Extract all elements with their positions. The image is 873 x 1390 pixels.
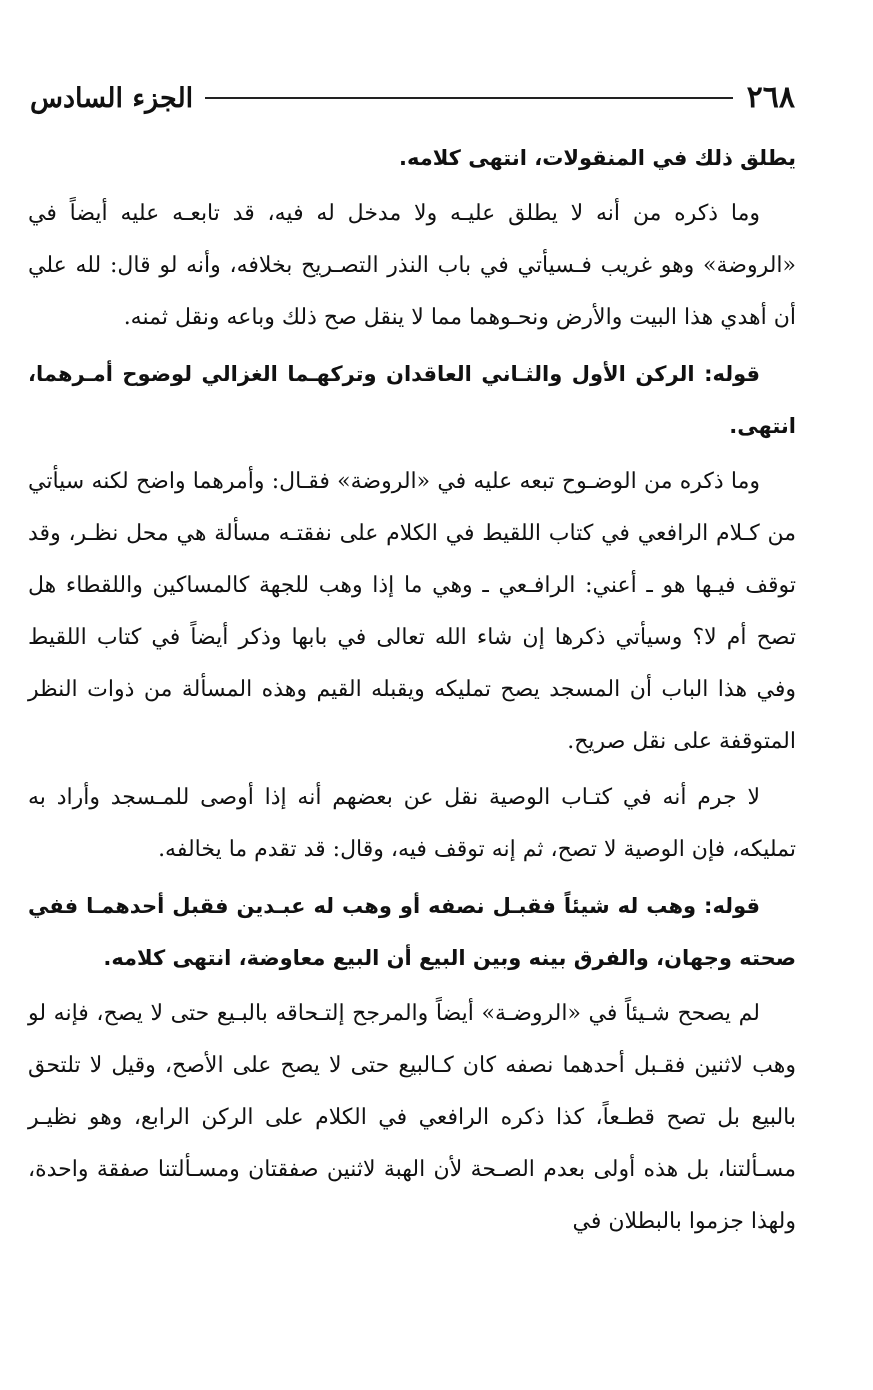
paragraph-4: وما ذكره من الوضـوح تبعه عليه في «الروضة» فقـال: وأمرهما واضح لكنه سيأتي من كـلام الرافعي في كتاب اللقيط في الكلام على نفقتـه مسألة هي محل نظـر، وقد توقف فيـها هو ـ أعني: الرافـعي ـ وهي ما إذا وهب للجهة كالمساكين واللقطاء هل تصح أم لا؟ وسيأتي ذكرها إن شاء الله تعالى في بابها وذكر أيضاً في كتاب اللقيط وفي هذا الباب أن المسجد يصح تمليكه ويقبله القيم وهذه المسألة من ذوات النظر المتوقفة على نقل صريح. — [28, 469, 796, 754]
page-header — [30, 74, 795, 122]
section-title: الجزء السادس — [30, 82, 194, 114]
paragraph-1: يطلق ذلك في المنقولات، انتهى كلامه. — [399, 146, 796, 170]
paragraph-5: لا جرم أنه في كتـاب الوصية نقل عن بعضهم أنه إذا أوصى للمـسجد وأراد به تمليكه، فإن الوصية لا تصح، ثم إنه توقف فيه، وقال: قد تقدم ما يخالفه. — [28, 785, 796, 862]
paragraph-7: لم يصحح شـيئاً في «الروضـة» أيضاً والمرجح إلتـحاقه بالبـيع حتى لا يصح، فإنه لو وهب لاثنين فقـبل أحدهما نصفه كان كـالبيع حتى لا يصح على الأصح، وقيل لا تلتحق بالبيع بل تصح قطـعاً، كذا ذكره الرافعي في الكلام على الركن الرابع، وهو نظيـر مسـألتنا، بل هذه أولى بعدم الصـحة لأن الهبة لاثنين صفقتان ومسـألتنا صفقة واحدة، ولهذا جزموا بالبطلان في — [28, 1001, 796, 1234]
body-text — [28, 132, 796, 1248]
paragraph-6: قوله: وهب له شيئاً فقبـل نصفه أو وهب له عبـدين فقبل أحدهمـا ففي صحته وجهان، والفرق بينه وبين البيع أن البيع معاوضة، انتهى كلامه. — [28, 894, 796, 970]
header-rule — [205, 97, 732, 99]
paragraph-2: وما ذكره من أنه لا يطلق عليـه ولا مدخل له فيه، قد تابعـه عليه أيضاً في «الروضة» وهو غريب فـسيأتي في باب النذر التصـريح بخلافه، وأنه لو قال: لله علي أن أهدي هذا البيت والأرض ونحـوهما مما لا ينقل صح ذلك وباعه ونقل ثمنه. — [28, 201, 796, 330]
page-number: ٢٦٨ — [746, 80, 795, 115]
paragraph-3: قوله: الركن الأول والثـاني العاقدان وتركهـما الغزالي لوضوح أمـرهما، انتهى. — [28, 362, 796, 438]
